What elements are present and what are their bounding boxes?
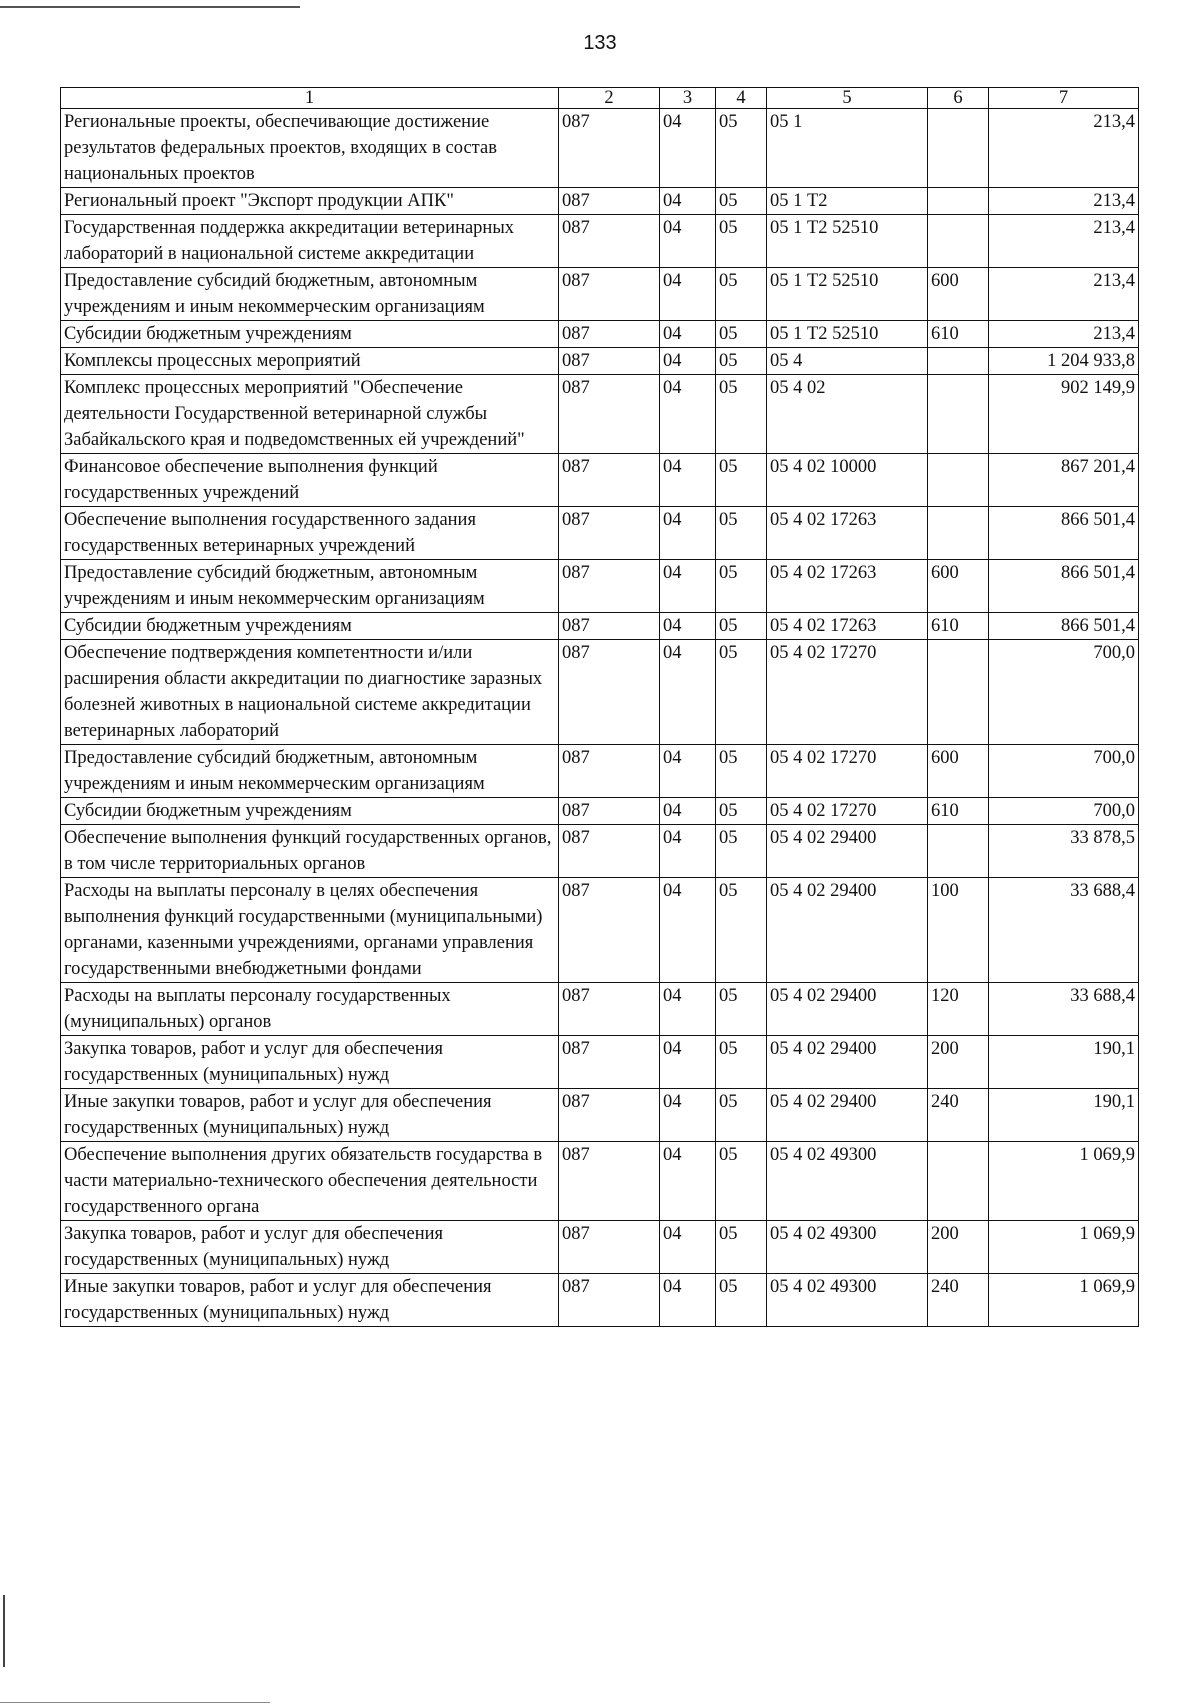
row-expense-type-cell (928, 454, 989, 507)
row-section-cell: 04 (660, 348, 716, 375)
row-expense-type-cell: 610 (928, 798, 989, 825)
row-target-cell: 05 1 Т2 52510 (767, 268, 928, 321)
row-section-cell: 04 (660, 878, 716, 983)
row-subsection-cell: 05 (716, 188, 767, 215)
table-row (61, 1274, 1139, 1327)
scan-artifact-top-line (0, 6, 300, 8)
row-amount-cell: 700,0 (989, 745, 1139, 798)
row-expense-type-cell: 240 (928, 1089, 989, 1142)
row-subsection-cell: 05 (716, 878, 767, 983)
row-target-cell: 05 4 02 17270 (767, 640, 928, 745)
table-row (61, 1142, 1139, 1221)
table-row (61, 321, 1139, 348)
row-target-cell: 05 4 02 49300 (767, 1274, 928, 1327)
row-target-cell: 05 4 02 29400 (767, 878, 928, 983)
row-name-cell: Обеспечение выполнения государственного задания государственных ветеринарных учреждений (61, 507, 559, 560)
row-name-cell: Комплекс процессных мероприятий "Обеспечение деятельности Государственной ветеринарной службы Забайкальского края и подведомственных ей учреждений" (61, 375, 559, 454)
row-amount-cell: 190,1 (989, 1089, 1139, 1142)
table-header-row (61, 88, 1139, 109)
row-name-cell: Расходы на выплаты персоналу в целях обеспечения выполнения функций государственными (муниципальными) органами, казенными учреждениями, органами управления государственными внебюджетными фондами (61, 878, 559, 983)
row-section-cell: 04 (660, 745, 716, 798)
row-amount-cell: 1 204 933,8 (989, 348, 1139, 375)
row-expense-type-cell: 200 (928, 1036, 989, 1089)
row-amount-cell: 33 878,5 (989, 825, 1139, 878)
row-expense-type-cell: 120 (928, 983, 989, 1036)
row-code-cell: 087 (559, 188, 660, 215)
row-code-cell: 087 (559, 1274, 660, 1327)
table-row (61, 560, 1139, 613)
table-row (61, 375, 1139, 454)
row-name-cell: Предоставление субсидий бюджетным, автономным учреждениям и иным некоммерческим организациям (61, 268, 559, 321)
row-amount-cell: 1 069,9 (989, 1221, 1139, 1274)
row-expense-type-cell (928, 507, 989, 560)
row-subsection-cell: 05 (716, 321, 767, 348)
budget-table (60, 87, 1139, 1327)
column-header: 2 (559, 88, 660, 109)
row-amount-cell: 33 688,4 (989, 878, 1139, 983)
row-section-cell: 04 (660, 188, 716, 215)
table-row (61, 109, 1139, 188)
row-name-cell: Государственная поддержка аккредитации ветеринарных лабораторий в национальной системе аккредитации (61, 215, 559, 268)
row-name-cell: Обеспечение выполнения других обязательств государства в части материально-технического обеспечения деятельности государственного органа (61, 1142, 559, 1221)
row-target-cell: 05 1 Т2 (767, 188, 928, 215)
row-expense-type-cell: 610 (928, 321, 989, 348)
row-section-cell: 04 (660, 454, 716, 507)
row-amount-cell: 867 201,4 (989, 454, 1139, 507)
row-target-cell: 05 4 02 17270 (767, 798, 928, 825)
row-expense-type-cell (928, 109, 989, 188)
row-section-cell: 04 (660, 1036, 716, 1089)
table-row (61, 215, 1139, 268)
row-code-cell: 087 (559, 798, 660, 825)
row-target-cell: 05 4 02 (767, 375, 928, 454)
row-section-cell: 04 (660, 1274, 716, 1327)
row-subsection-cell: 05 (716, 560, 767, 613)
row-amount-cell: 33 688,4 (989, 983, 1139, 1036)
row-name-cell: Закупка товаров, работ и услуг для обеспечения государственных (муниципальных) нужд (61, 1221, 559, 1274)
row-section-cell: 04 (660, 640, 716, 745)
row-amount-cell: 190,1 (989, 1036, 1139, 1089)
row-section-cell: 04 (660, 613, 716, 640)
row-code-cell: 087 (559, 348, 660, 375)
row-target-cell: 05 4 (767, 348, 928, 375)
table-row (61, 613, 1139, 640)
row-amount-cell: 213,4 (989, 109, 1139, 188)
row-target-cell: 05 1 Т2 52510 (767, 215, 928, 268)
row-code-cell: 087 (559, 215, 660, 268)
row-name-cell: Субсидии бюджетным учреждениям (61, 798, 559, 825)
row-subsection-cell: 05 (716, 348, 767, 375)
column-header: 7 (989, 88, 1139, 109)
table-row (61, 983, 1139, 1036)
row-name-cell: Расходы на выплаты персоналу государственных (муниципальных) органов (61, 983, 559, 1036)
row-code-cell: 087 (559, 745, 660, 798)
row-section-cell: 04 (660, 507, 716, 560)
row-code-cell: 087 (559, 560, 660, 613)
row-target-cell: 05 4 02 29400 (767, 983, 928, 1036)
row-section-cell: 04 (660, 1142, 716, 1221)
row-amount-cell: 902 149,9 (989, 375, 1139, 454)
row-name-cell: Обеспечение подтверждения компетентности и/или расширения области аккредитации по диагностике заразных болезней животных в национальной системе аккредитации ветеринарных лабораторий (61, 640, 559, 745)
row-subsection-cell: 05 (716, 507, 767, 560)
row-section-cell: 04 (660, 1089, 716, 1142)
row-subsection-cell: 05 (716, 745, 767, 798)
row-target-cell: 05 1 Т2 52510 (767, 321, 928, 348)
row-section-cell: 04 (660, 215, 716, 268)
row-code-cell: 087 (559, 983, 660, 1036)
row-target-cell: 05 4 02 49300 (767, 1221, 928, 1274)
row-amount-cell: 213,4 (989, 215, 1139, 268)
table-row (61, 507, 1139, 560)
row-code-cell: 087 (559, 1142, 660, 1221)
row-amount-cell: 700,0 (989, 798, 1139, 825)
row-code-cell: 087 (559, 507, 660, 560)
row-name-cell: Финансовое обеспечение выполнения функций государственных учреждений (61, 454, 559, 507)
row-amount-cell: 1 069,9 (989, 1142, 1139, 1221)
row-amount-cell: 1 069,9 (989, 1274, 1139, 1327)
row-section-cell: 04 (660, 109, 716, 188)
page-number: 133 (583, 32, 617, 54)
row-section-cell: 04 (660, 825, 716, 878)
row-subsection-cell: 05 (716, 268, 767, 321)
row-code-cell: 087 (559, 878, 660, 983)
column-header: 6 (928, 88, 989, 109)
row-name-cell: Субсидии бюджетным учреждениям (61, 613, 559, 640)
table-row (61, 878, 1139, 983)
row-name-cell: Иные закупки товаров, работ и услуг для обеспечения государственных (муниципальных) нужд (61, 1274, 559, 1327)
row-target-cell: 05 1 (767, 109, 928, 188)
row-expense-type-cell (928, 188, 989, 215)
row-expense-type-cell: 600 (928, 268, 989, 321)
row-code-cell: 087 (559, 454, 660, 507)
row-name-cell: Предоставление субсидий бюджетным, автономным учреждениям и иным некоммерческим организациям (61, 745, 559, 798)
table-row (61, 745, 1139, 798)
row-code-cell: 087 (559, 268, 660, 321)
row-amount-cell: 213,4 (989, 188, 1139, 215)
row-amount-cell: 866 501,4 (989, 613, 1139, 640)
row-subsection-cell: 05 (716, 1036, 767, 1089)
row-subsection-cell: 05 (716, 109, 767, 188)
row-target-cell: 05 4 02 17270 (767, 745, 928, 798)
row-expense-type-cell (928, 348, 989, 375)
table-row (61, 640, 1139, 745)
row-section-cell: 04 (660, 560, 716, 613)
table-row (61, 348, 1139, 375)
row-code-cell: 087 (559, 640, 660, 745)
row-subsection-cell: 05 (716, 825, 767, 878)
row-code-cell: 087 (559, 613, 660, 640)
row-section-cell: 04 (660, 321, 716, 348)
table-body (61, 88, 1139, 1327)
row-name-cell: Региональные проекты, обеспечивающие достижение результатов федеральных проектов, входящих в состав национальных проектов (61, 109, 559, 188)
row-target-cell: 05 4 02 29400 (767, 1089, 928, 1142)
row-subsection-cell: 05 (716, 613, 767, 640)
scan-artifact-left-mark (3, 1595, 5, 1667)
row-expense-type-cell: 600 (928, 745, 989, 798)
row-target-cell: 05 4 02 29400 (767, 1036, 928, 1089)
row-target-cell: 05 4 02 17263 (767, 613, 928, 640)
row-name-cell: Предоставление субсидий бюджетным, автономным учреждениям и иным некоммерческим организациям (61, 560, 559, 613)
row-code-cell: 087 (559, 1036, 660, 1089)
row-code-cell: 087 (559, 825, 660, 878)
row-name-cell: Субсидии бюджетным учреждениям (61, 321, 559, 348)
row-name-cell: Обеспечение выполнения функций государственных органов, в том числе территориальных органов (61, 825, 559, 878)
row-amount-cell: 866 501,4 (989, 560, 1139, 613)
table-row (61, 798, 1139, 825)
row-subsection-cell: 05 (716, 798, 767, 825)
row-amount-cell: 700,0 (989, 640, 1139, 745)
row-expense-type-cell: 600 (928, 560, 989, 613)
row-code-cell: 087 (559, 1089, 660, 1142)
row-expense-type-cell (928, 215, 989, 268)
row-code-cell: 087 (559, 375, 660, 454)
row-target-cell: 05 4 02 17263 (767, 560, 928, 613)
row-expense-type-cell (928, 825, 989, 878)
row-subsection-cell: 05 (716, 1142, 767, 1221)
table-row (61, 454, 1139, 507)
row-expense-type-cell: 100 (928, 878, 989, 983)
table-row (61, 1221, 1139, 1274)
row-subsection-cell: 05 (716, 454, 767, 507)
table-row (61, 188, 1139, 215)
row-expense-type-cell: 200 (928, 1221, 989, 1274)
row-amount-cell: 213,4 (989, 321, 1139, 348)
row-target-cell: 05 4 02 17263 (767, 507, 928, 560)
row-subsection-cell: 05 (716, 983, 767, 1036)
row-section-cell: 04 (660, 798, 716, 825)
scan-artifact-bottom-line (0, 1702, 270, 1703)
row-name-cell: Иные закупки товаров, работ и услуг для обеспечения государственных (муниципальных) нужд (61, 1089, 559, 1142)
row-section-cell: 04 (660, 983, 716, 1036)
row-expense-type-cell (928, 375, 989, 454)
row-section-cell: 04 (660, 375, 716, 454)
table-row (61, 268, 1139, 321)
column-header: 1 (61, 88, 559, 109)
table-row (61, 1036, 1139, 1089)
row-target-cell: 05 4 02 29400 (767, 825, 928, 878)
row-subsection-cell: 05 (716, 1274, 767, 1327)
row-amount-cell: 866 501,4 (989, 507, 1139, 560)
table-row (61, 1089, 1139, 1142)
row-name-cell: Комплексы процессных мероприятий (61, 348, 559, 375)
row-subsection-cell: 05 (716, 215, 767, 268)
row-subsection-cell: 05 (716, 1089, 767, 1142)
row-name-cell: Региональный проект "Экспорт продукции АПК" (61, 188, 559, 215)
row-code-cell: 087 (559, 109, 660, 188)
row-code-cell: 087 (559, 1221, 660, 1274)
row-subsection-cell: 05 (716, 640, 767, 745)
row-expense-type-cell: 240 (928, 1274, 989, 1327)
row-name-cell: Закупка товаров, работ и услуг для обеспечения государственных (муниципальных) нужд (61, 1036, 559, 1089)
row-code-cell: 087 (559, 321, 660, 348)
row-section-cell: 04 (660, 268, 716, 321)
row-expense-type-cell: 610 (928, 613, 989, 640)
row-section-cell: 04 (660, 1221, 716, 1274)
row-expense-type-cell (928, 640, 989, 745)
row-target-cell: 05 4 02 10000 (767, 454, 928, 507)
column-header: 4 (716, 88, 767, 109)
column-header: 5 (767, 88, 928, 109)
row-target-cell: 05 4 02 49300 (767, 1142, 928, 1221)
row-subsection-cell: 05 (716, 375, 767, 454)
row-expense-type-cell (928, 1142, 989, 1221)
column-header: 3 (660, 88, 716, 109)
row-amount-cell: 213,4 (989, 268, 1139, 321)
row-subsection-cell: 05 (716, 1221, 767, 1274)
table-row (61, 825, 1139, 878)
